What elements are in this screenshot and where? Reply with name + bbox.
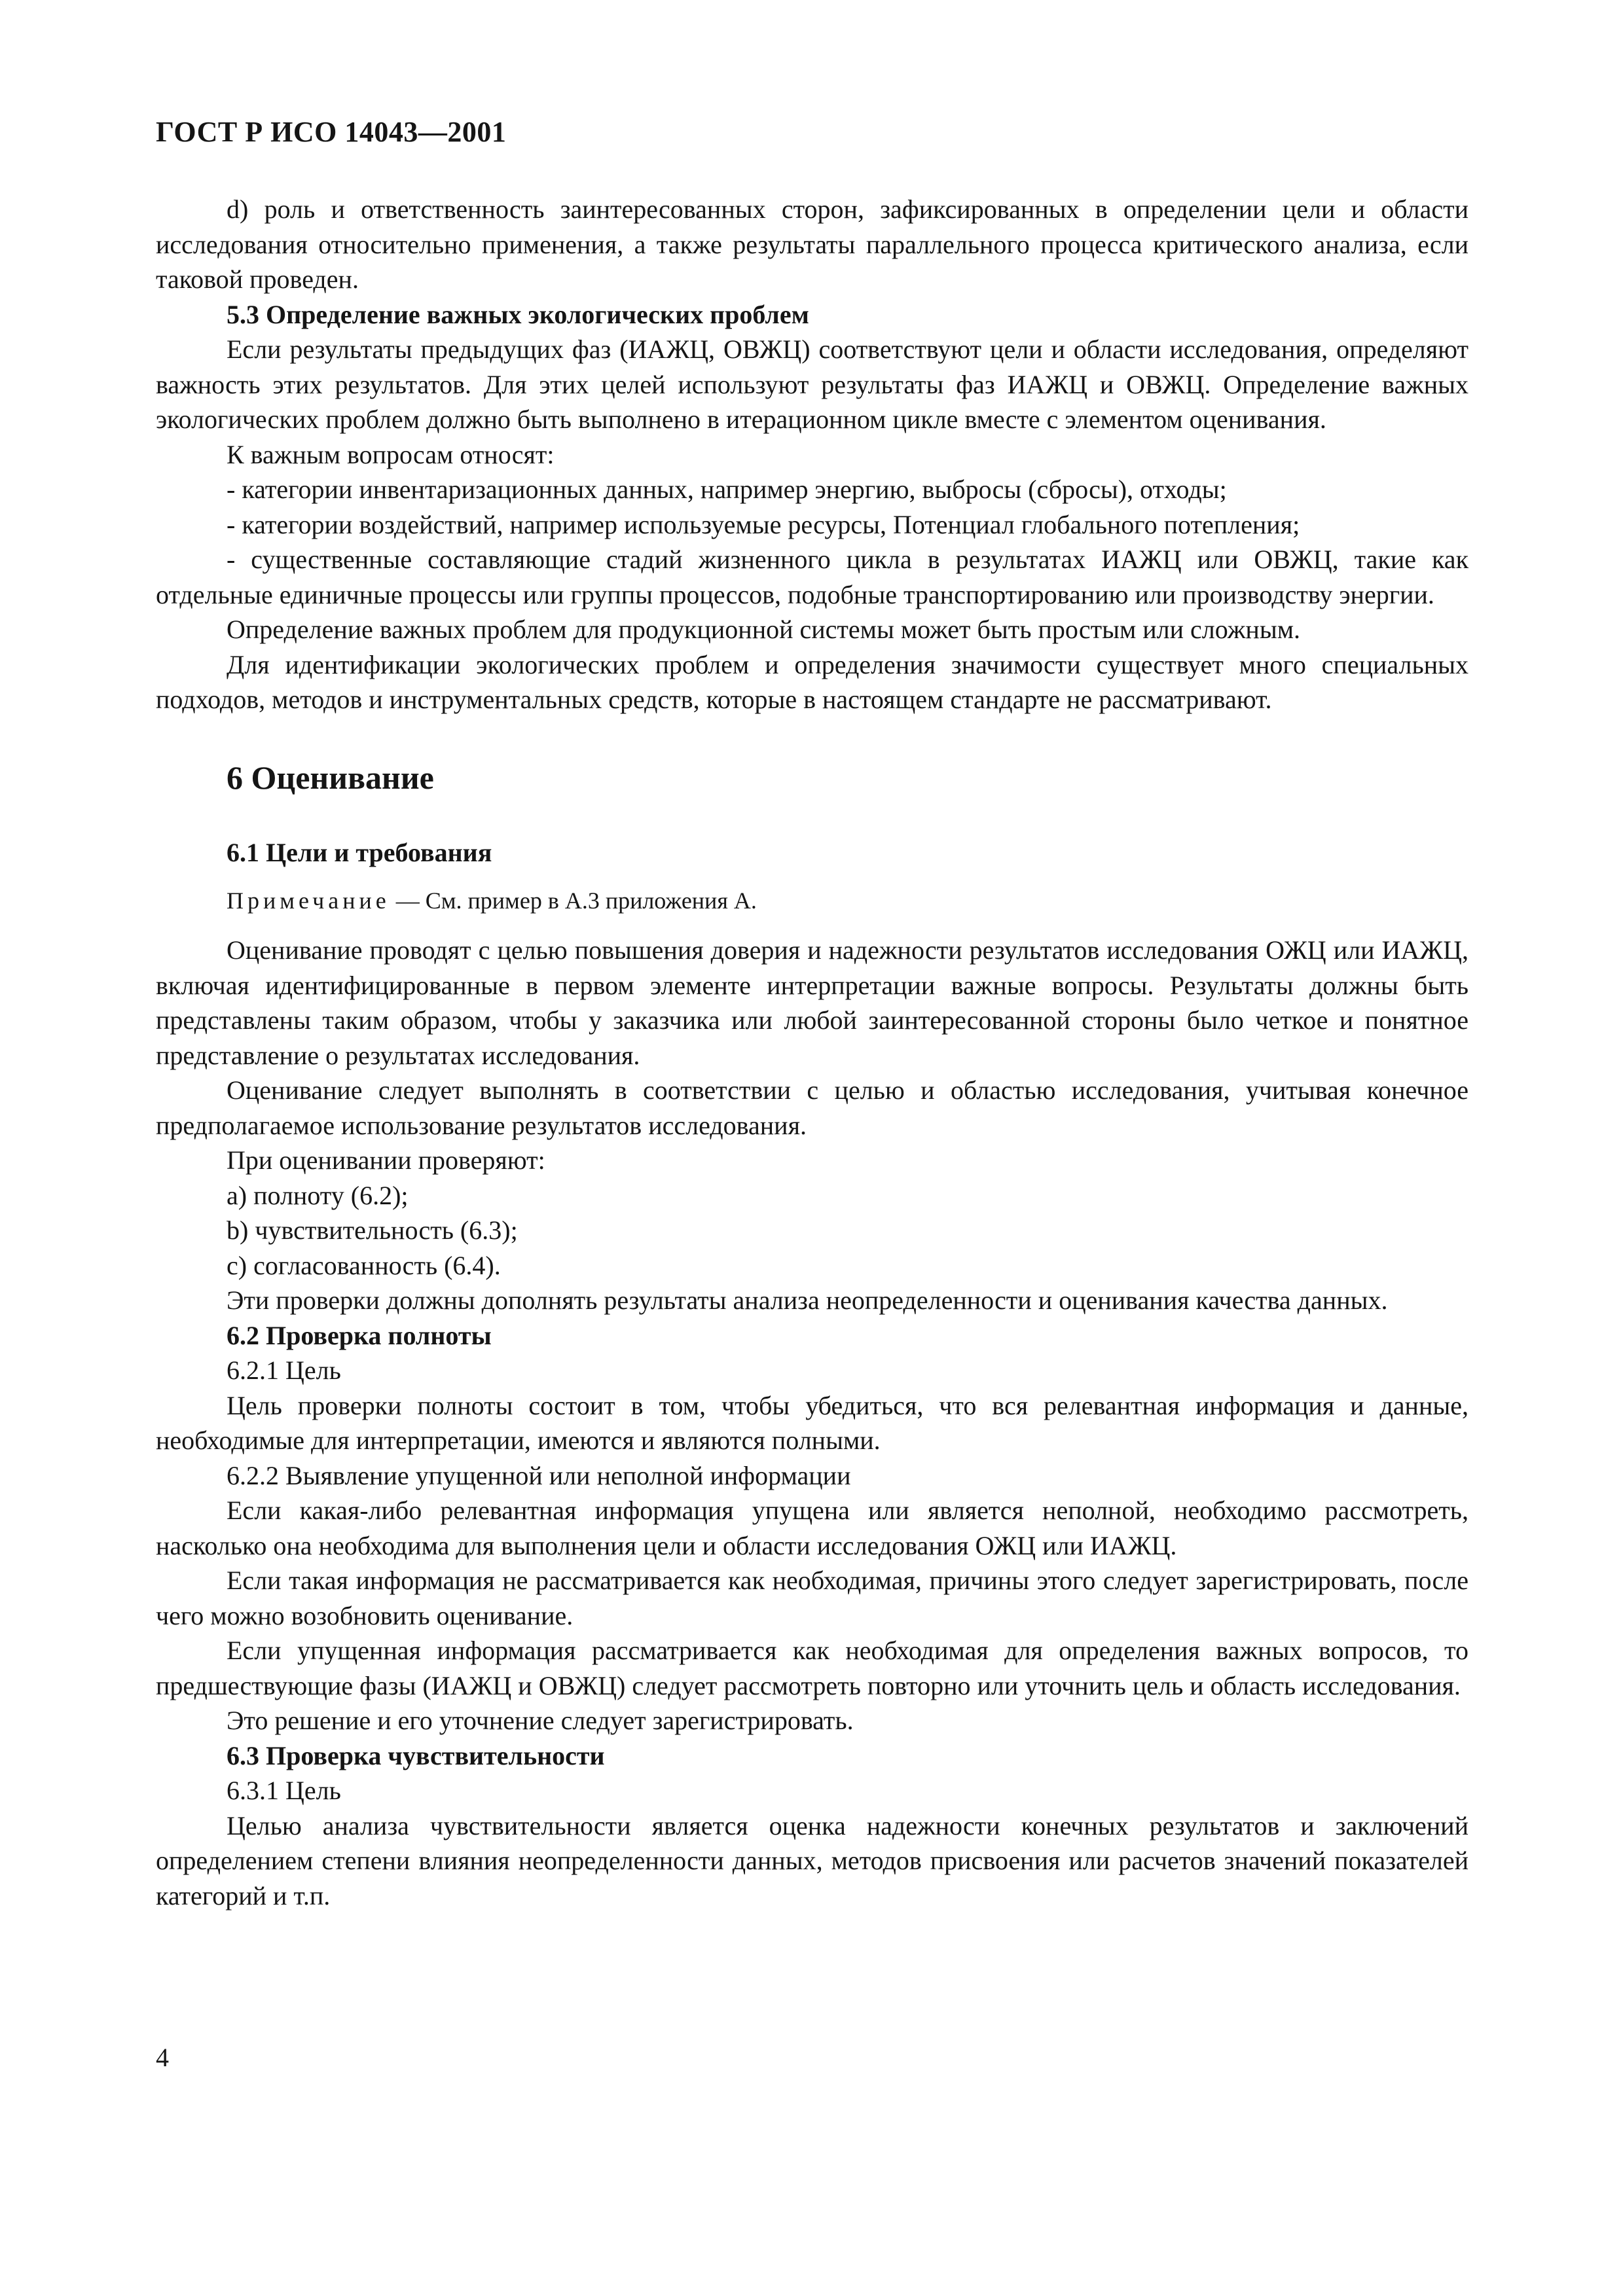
body-text xyxy=(156,192,1468,1913)
running-head: ГОСТ Р ИСО 14043—2001 xyxy=(156,116,507,148)
subsection-6-3-1: 6.3.1 Цель xyxy=(227,1776,341,1805)
page-number: 4 xyxy=(156,2043,169,2072)
note-label: Примечание xyxy=(227,888,390,914)
note-text: — См. пример в А.3 приложения А. xyxy=(390,888,757,914)
paragraph: Цель проверки полноты состоит в том, чтобы убедиться, что вся релевантная информация и данные, необходимые для интерпретации, имеются и являются полными. xyxy=(156,1390,1468,1455)
bullet-item: - категории воздействий, например используемые ресурсы, Потенциал глобального потепления; xyxy=(227,509,1300,539)
paragraph: К важным вопросам относят: xyxy=(227,439,555,469)
section-6-title: 6 Оценивание xyxy=(227,759,434,796)
list-item: a) полноту (6.2); xyxy=(227,1180,409,1210)
subsection-6-2-1: 6.2.1 Цель xyxy=(227,1355,341,1385)
bullet-item: - категории инвентаризационных данных, например энергию, выбросы (сбросы), отходы; xyxy=(227,475,1227,504)
paragraph: Если какая-либо релевантная информация упущена или является неполной, необходимо рассмотреть, насколько она необходима для выполнения цели и области исследования ОЖЦ или ИАЖЦ. xyxy=(156,1496,1468,1560)
subsection-6-2-2: 6.2.2 Выявление упущенной или неполной информации xyxy=(227,1460,851,1490)
section-6-1-title: 6.1 Цели и требования xyxy=(227,837,492,867)
bullet-item: - существенные составляющие стадий жизненного цикла в результатах ИАЖЦ или ОВЖЦ, такие как отдельные единичные процессы или группы процессов, подобные транспортированию или производству энергии. xyxy=(156,545,1468,609)
paragraph: Эти проверки должны дополнять результаты анализа неопределенности и оценивания качества данных. xyxy=(227,1285,1388,1315)
section-6-2-title: 6.2 Проверка полноты xyxy=(227,1320,492,1350)
item-d-paragraph: d) роль и ответственность заинтересованных сторон, зафиксированных в определении цели и области исследования относительно применения, а также результаты параллельного процесса критического анализа, если таковой проведен. xyxy=(156,194,1468,294)
paragraph: Это решение и его уточнение следует зарегистрировать. xyxy=(227,1706,854,1735)
paragraph: Определение важных проблем для продукционной системы может быть простым или сложным. xyxy=(227,615,1300,644)
paragraph: Целью анализа чувствительности является оценка надежности конечных результатов и заключений определением степени влияния неопределенности данных, методов присвоения или расчетов значений показателей категорий и т.п. xyxy=(156,1810,1468,1910)
list-item: c) согласованность (6.4). xyxy=(227,1250,501,1280)
paragraph: При оценивании проверяют: xyxy=(227,1145,545,1175)
paragraph: Оценивание следует выполнять в соответствии с целью и областью исследования, учитывая конечное предполагаемое использование результатов исследования. xyxy=(156,1075,1468,1140)
paragraph: Если упущенная информация рассматривается как необходимая для определения важных вопросов, то предшествующие фазы (ИАЖЦ и ОВЖЦ) следует рассмотреть повторно или уточнить цель и область исследования. xyxy=(156,1636,1468,1700)
paragraph: Для идентификации экологических проблем и определения значимости существует много специальных подходов, методов и инструментальных средств, которые в настоящем стандарте не рассматривают. xyxy=(156,649,1468,714)
list-item: b) чувствительность (6.3); xyxy=(227,1215,518,1245)
paragraph: Если такая информация не рассматривается как необходимая, причины этого следует зарегистрировать, после чего можно возобновить оценивание. xyxy=(156,1566,1468,1630)
section-5-3-title: 5.3 Определение важных экологических проблем xyxy=(227,299,809,329)
paragraph: Если результаты предыдущих фаз (ИАЖЦ, ОВЖЦ) соответствуют цели и области исследования, определяют важность этих результатов. Для этих целей используют результаты фаз ИАЖЦ и ОВЖЦ. Определение важных экологических проблем должно быть выполнено в итерационном цикле вместе с элементом оценивания. xyxy=(156,334,1468,434)
section-6-3-title: 6.3 Проверка чувствительности xyxy=(227,1740,605,1770)
paragraph: Оценивание проводят с целью повышения доверия и надежности результатов исследования ОЖЦ или ИАЖЦ, включая идентифицированные в первом элементе интерпретации важные вопросы. Результаты должны быть представлены таким образом, чтобы у заказчика или любой заинтересованной стороны было четкое и понятное представление о результатах исследования. xyxy=(156,935,1468,1070)
note xyxy=(156,884,1468,917)
